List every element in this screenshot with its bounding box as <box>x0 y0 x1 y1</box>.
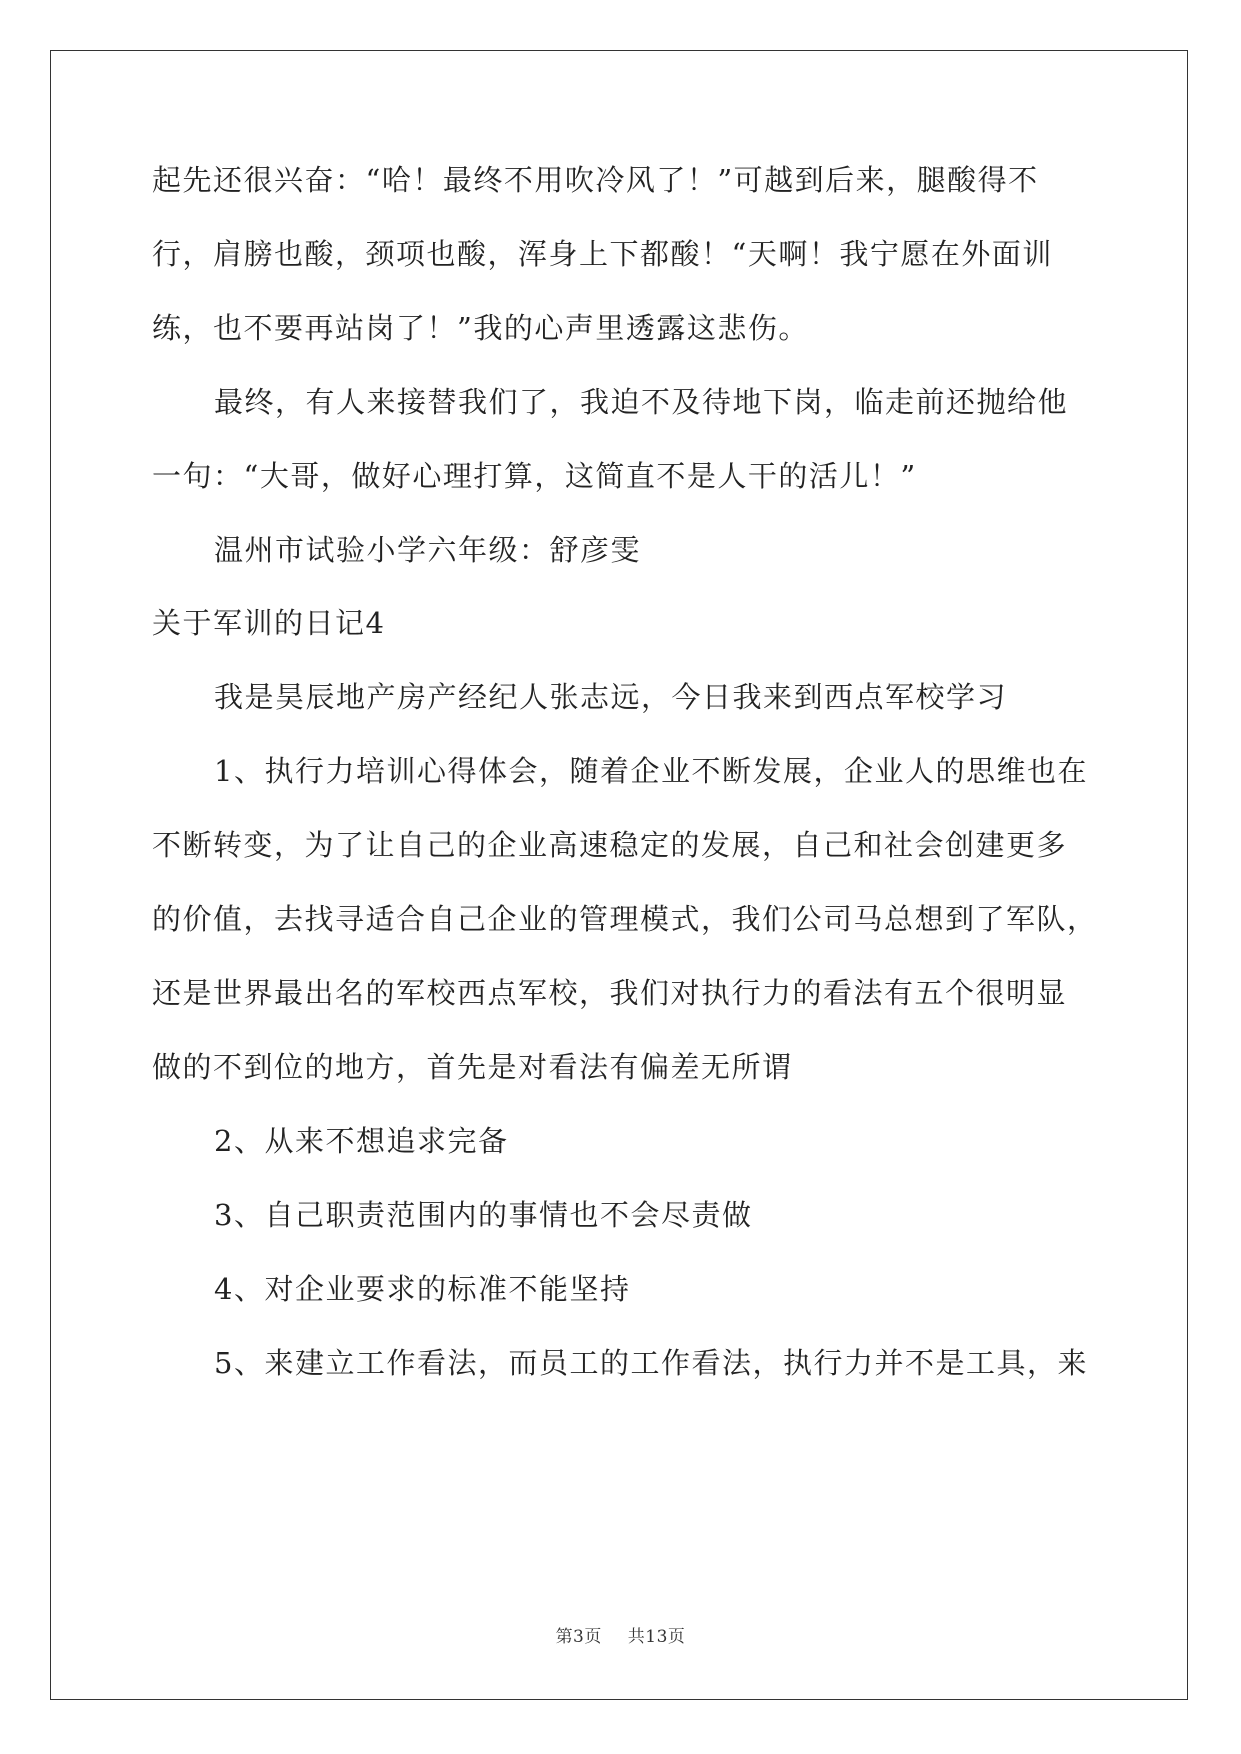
paragraph-line: 做的不到位的地方，首先是对看法有偏差无所谓 <box>152 1050 793 1084</box>
page-border <box>50 50 1188 1700</box>
page-number: 第3页 <box>555 1627 602 1647</box>
page-total: 共13页 <box>627 1627 686 1647</box>
paragraph-line: 起先还很兴奋：“哈！最终不用吹冷风了！”可越到后来，腿酸得不 <box>152 163 1039 197</box>
list-item: 1、执行力培训心得体会，随着企业不断发展，企业人的思维也在 <box>214 754 1088 788</box>
list-item: 5、来建立工作看法，而员工的工作看法，执行力并不是工具，来 <box>214 1346 1088 1380</box>
paragraph-line: 的价值，去找寻适合自己企业的管理模式，我们公司马总想到了军队， <box>152 902 1098 936</box>
paragraph-line: 练，也不要再站岗了！”我的心声里透露这悲伤。 <box>152 311 809 345</box>
list-item: 3、自己职责范围内的事情也不会尽责做 <box>214 1198 753 1232</box>
list-item: 2、从来不想追求完备 <box>214 1124 509 1158</box>
paragraph-line: 我是昊辰地产房产经纪人张志远，今日我来到西点军校学习 <box>214 680 1008 714</box>
paragraph-line: 行，肩膀也酸，颈项也酸，浑身上下都酸！“天啊！我宁愿在外面训 <box>152 237 1053 271</box>
paragraph-line: 还是世界最出名的军校西点军校，我们对执行力的看法有五个很明显 <box>152 976 1068 1010</box>
paragraph-line: 不断转变，为了让自己的企业高速稳定的发展，自己和社会创建更多 <box>152 828 1068 862</box>
author-signature: 温州市试验小学六年级：舒彦雯 <box>214 533 642 567</box>
list-item: 4、对企业要求的标准不能坚持 <box>214 1272 631 1306</box>
section-heading: 关于军训的日记4 <box>152 606 386 640</box>
page-footer <box>0 1622 1241 1647</box>
paragraph-line: 一句：“大哥，做好心理打算，这简直不是人干的活儿！” <box>152 459 917 493</box>
paragraph-line: 最终，有人来接替我们了，我迫不及待地下岗，临走前还抛给他 <box>214 385 1069 419</box>
